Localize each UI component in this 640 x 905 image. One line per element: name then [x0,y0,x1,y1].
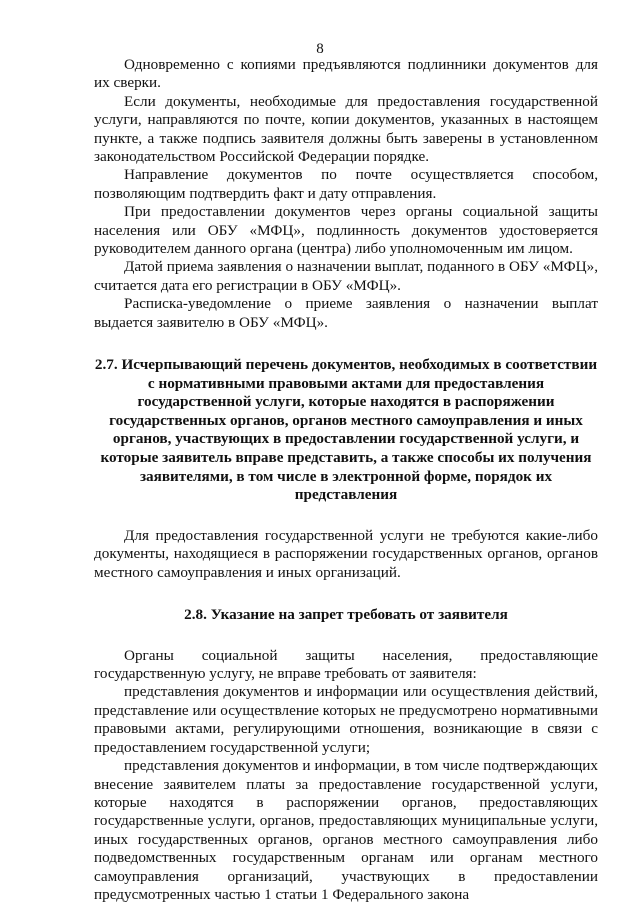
page-number: 8 [316,41,324,57]
paragraph: Направление документов по почте осуществляется способом, позволяющим подтвердить факт и дату отправления. [94,166,598,202]
paragraph: Органы социальной защиты населения, предоставляющие государственную услугу, не вправе требовать от заявителя: [94,646,598,683]
paragraph: Одновременно с копиями предъявляются подлинники документов для их сверки. [94,56,598,92]
paragraph: представления документов и информации или осуществления действий, представление или осуществление которых не предусмотрено нормативными правовыми актами, регулирующими отношения, возникающие в связи с предоставлением государственной услуги; [94,683,598,756]
paragraph: При предоставлении документов через органы социальной защиты населения или ОБУ «МФЦ», подлинность документов удостоверяется руководителем данного органа (центра) либо уполномоченным им лицом. [94,203,598,258]
paragraph: представления документов и информации, в том числе подтверждающих внесение заявителем платы за предоставление государственной услуги, которые находятся в распоряжении органов, предоставляющих государственные услуги, органов, предоставляющих муниципальные услуги, иных государственных органов, органов местного самоуправления либо подведомственных государственным органам или органам местного самоуправления организаций, участвующих в предоставлении предусмотренных частью 1 статьи 1 Федерального закона [94,757,598,903]
paragraph: Расписка-уведомление о приеме заявления о назначении выплат выдается заявителю в ОБУ «МФЦ». [94,295,598,331]
document-body [94,56,598,904]
section-2-8-title: 2.8. Указание на запрет требовать от заявителя [184,606,508,624]
paragraph: Если документы, необходимые для предоставления государственной услуги, направляются по почте, копии документов, указанных в настоящем пункте, а также подпись заявителя должны быть заверены в установленном законодательством Российской Федерации порядке. [94,92,598,166]
section-2-7-title: 2.7. Исчерпывающий перечень документов, необходимых в соответствии с нормативными правовыми актами для предоставления государственной услуги, которые находятся в распоряжении государственных органов, органов местного самоуправления и иных органов, участвующих в предоставлении государственной услуги, и которые заявитель вправе представить, а также способы их получения заявителями, в том числе в электронной форме, порядок их представления [94,356,598,504]
paragraph: Для предоставления государственной услуги не требуются какие-либо документы, находящиеся в распоряжении государственных органов, органов местного самоуправления и иных организаций. [94,526,598,581]
paragraph: Датой приема заявления о назначении выплат, поданного в ОБУ «МФЦ», считается дата его регистрации в ОБУ «МФЦ». [94,258,598,294]
